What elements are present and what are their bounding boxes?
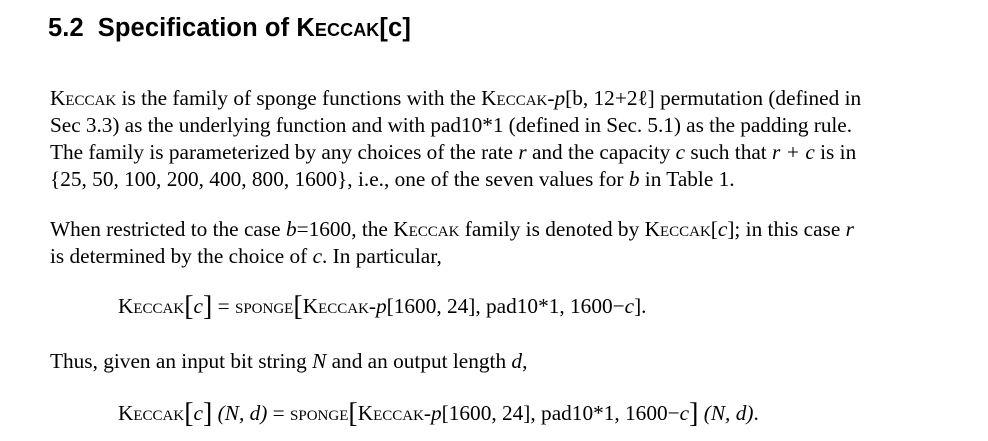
- text-run: When restricted to the case: [50, 217, 286, 241]
- period: .: [753, 401, 759, 425]
- text-run: [: [710, 217, 718, 241]
- keccak-p-term: Keccak-: [357, 401, 432, 425]
- paragraph-restriction: [50, 216, 950, 270]
- text-run: =1600, the: [296, 217, 394, 241]
- b-variable: b: [628, 167, 640, 191]
- text-run: such that: [685, 140, 773, 164]
- bracket-close: ]: [203, 398, 213, 429]
- equals-sign: =: [267, 401, 291, 425]
- section-title-name: Keccak: [296, 14, 380, 42]
- keccak-term: Keccak: [118, 294, 185, 318]
- text-run: in Table 1.: [639, 167, 735, 191]
- keccak-p-term: Keccak-: [481, 86, 555, 110]
- text-run: permutation (defined in: [654, 86, 862, 110]
- equation-args: [1600, 24], pad10*1, 1600−: [386, 294, 625, 318]
- paragraph-line: [50, 139, 950, 166]
- equation-keccak-application: [118, 398, 759, 429]
- text-run: and the capacity: [526, 140, 676, 164]
- bracket-open: [: [184, 291, 194, 322]
- bracket-close: ]: [203, 291, 213, 322]
- keccak-term: Keccak: [118, 401, 185, 425]
- text-run: ,: [522, 349, 528, 373]
- paragraph-line: [50, 216, 950, 243]
- paragraph-thus: [50, 348, 950, 375]
- b-variable: b: [285, 217, 297, 241]
- capacity-variable: c: [679, 401, 690, 425]
- equation-tail: ].: [634, 294, 647, 318]
- permutation-args: [b, 12+2ℓ]: [565, 86, 655, 110]
- section-title-prefix: Specification of: [97, 14, 297, 42]
- paragraph-definition: [50, 85, 950, 193]
- capacity-variable: c: [624, 294, 635, 318]
- equation-keccak-definition: [118, 291, 647, 322]
- paragraph-line: [50, 348, 950, 375]
- text-run: family is denoted by: [459, 217, 645, 241]
- p-variable: p: [554, 86, 566, 110]
- keccak-term: Keccak: [393, 217, 460, 241]
- paragraph-line: [50, 243, 950, 270]
- p-variable: p: [376, 294, 387, 318]
- sponge-term: sponge: [235, 294, 294, 318]
- text-run: . In particular,: [322, 244, 442, 268]
- keccak-term: Keccak: [644, 217, 711, 241]
- d-variable: d: [511, 349, 523, 373]
- rate-variable: r: [518, 140, 527, 164]
- bracket-close: ]: [689, 398, 699, 429]
- keccak-p-term: Keccak-: [302, 294, 376, 318]
- text-run: Thus, given an input bit string: [50, 349, 313, 373]
- text-run: and an output length: [326, 349, 512, 373]
- sponge-term: sponge: [290, 401, 349, 425]
- bracket-open: [: [293, 291, 303, 322]
- rate-variable: r: [845, 217, 854, 241]
- bracket-open: [: [348, 398, 358, 429]
- equals-sign: =: [212, 294, 235, 318]
- section-heading: [48, 14, 411, 43]
- capacity-variable: c: [312, 244, 323, 268]
- capacity-variable: c: [717, 217, 728, 241]
- section-number: 5.2: [48, 14, 84, 42]
- capacity-variable: c: [193, 401, 203, 425]
- section-title-arg: c: [388, 14, 403, 42]
- paragraph-line: [50, 166, 950, 193]
- input-args: (N, d): [703, 401, 754, 425]
- p-variable: p: [431, 401, 442, 425]
- input-args: (N, d): [217, 401, 268, 425]
- text-run: {25, 50, 100, 200, 400, 800, 1600}, i.e., one of the seven values for: [50, 167, 629, 191]
- keccak-term: Keccak: [50, 86, 117, 110]
- text-run: is in: [814, 140, 857, 164]
- text-run: is determined by the choice of: [50, 244, 313, 268]
- section-title-bracket-close: ]: [402, 14, 411, 42]
- text-run: The family is parameterized by any choices of the rate: [50, 140, 519, 164]
- section-title-bracket-open: [: [379, 14, 389, 42]
- text-run: is the family of sponge functions with the: [116, 86, 482, 110]
- paragraph-line: [50, 85, 950, 112]
- capacity-variable: c: [193, 294, 203, 318]
- text-run: ]; in this case: [727, 217, 846, 241]
- bracket-open: [: [184, 398, 194, 429]
- equation-args: [1600, 24], pad10*1, 1600−: [441, 401, 680, 425]
- n-variable: N: [312, 349, 327, 373]
- sum-expression: r + c: [772, 140, 815, 164]
- paragraph-line: Sec 3.3) as the underlying function and with pad10*1 (defined in Sec. 5.1) as the padding rule.: [50, 113, 852, 137]
- capacity-variable: c: [675, 140, 686, 164]
